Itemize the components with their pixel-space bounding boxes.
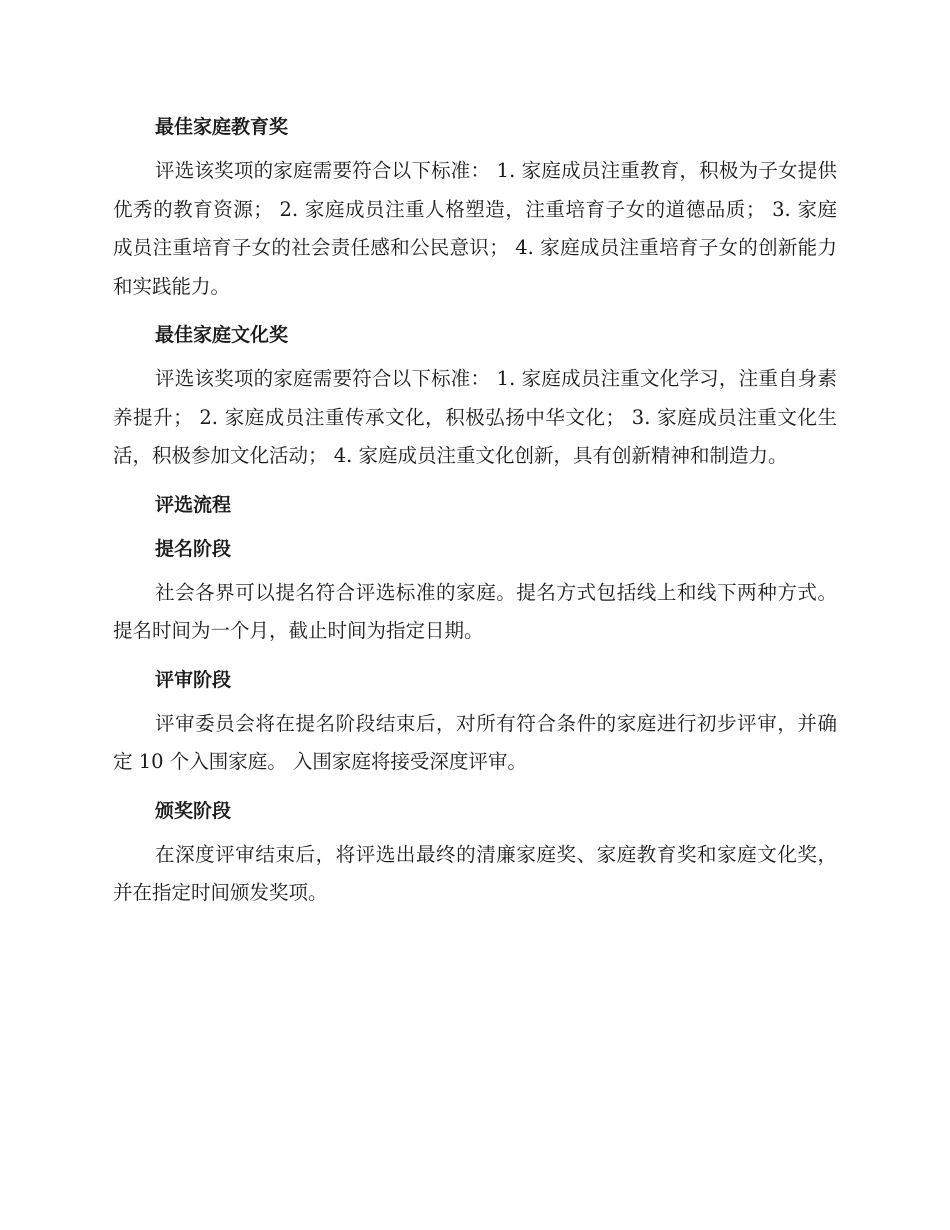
section-paragraph-education-award: 评选该奖项的家庭需要符合以下标准： 1. 家庭成员注重教育，积极为子女提供优秀的教育资源； 2. 家庭成员注重人格塑造，注重培育子女的道德品质； 3. 家庭成员注重培育子女的社会责任感和公民意识； 4. 家庭成员注重培育子女的创新能力和实践能力。: [113, 159, 837, 298]
section-heading-award-ceremony: 颁奖阶段: [155, 799, 232, 822]
section-heading-process: 评选流程: [155, 493, 232, 516]
section-heading-review: 评审阶段: [155, 668, 232, 691]
section-paragraph-culture-award: 评选该奖项的家庭需要符合以下标准： 1. 家庭成员注重文化学习，注重自身素养提升； 2. 家庭成员注重传承文化，积极弘扬中华文化； 3. 家庭成员注重文化生活，积极参加文化活动； 4. 家庭成员注重文化创新，具有创新精神和制造力。: [113, 367, 837, 467]
section-paragraph-nomination: 社会各界可以提名符合评选标准的家庭。提名方式包括线上和线下两种方式。 提名时间为一个月，截止时间为指定日期。: [113, 580, 837, 642]
section-heading-nomination: 提名阶段: [155, 537, 232, 560]
section-heading-culture-award: 最佳家庭文化奖: [155, 324, 289, 346]
section-heading-education-award: 最佳家庭教育奖: [155, 116, 289, 138]
section-paragraph-review: 评审委员会将在提名阶段结束后，对所有符合条件的家庭进行初步评审，并确定 10 个入围家庭。 入围家庭将接受深度评审。: [113, 711, 837, 773]
section-paragraph-award-ceremony: 在深度评审结束后，将评选出最终的清廉家庭奖、家庭教育奖和家庭文化奖，并在指定时间颁发奖项。: [113, 842, 837, 904]
document-body: [113, 108, 837, 913]
